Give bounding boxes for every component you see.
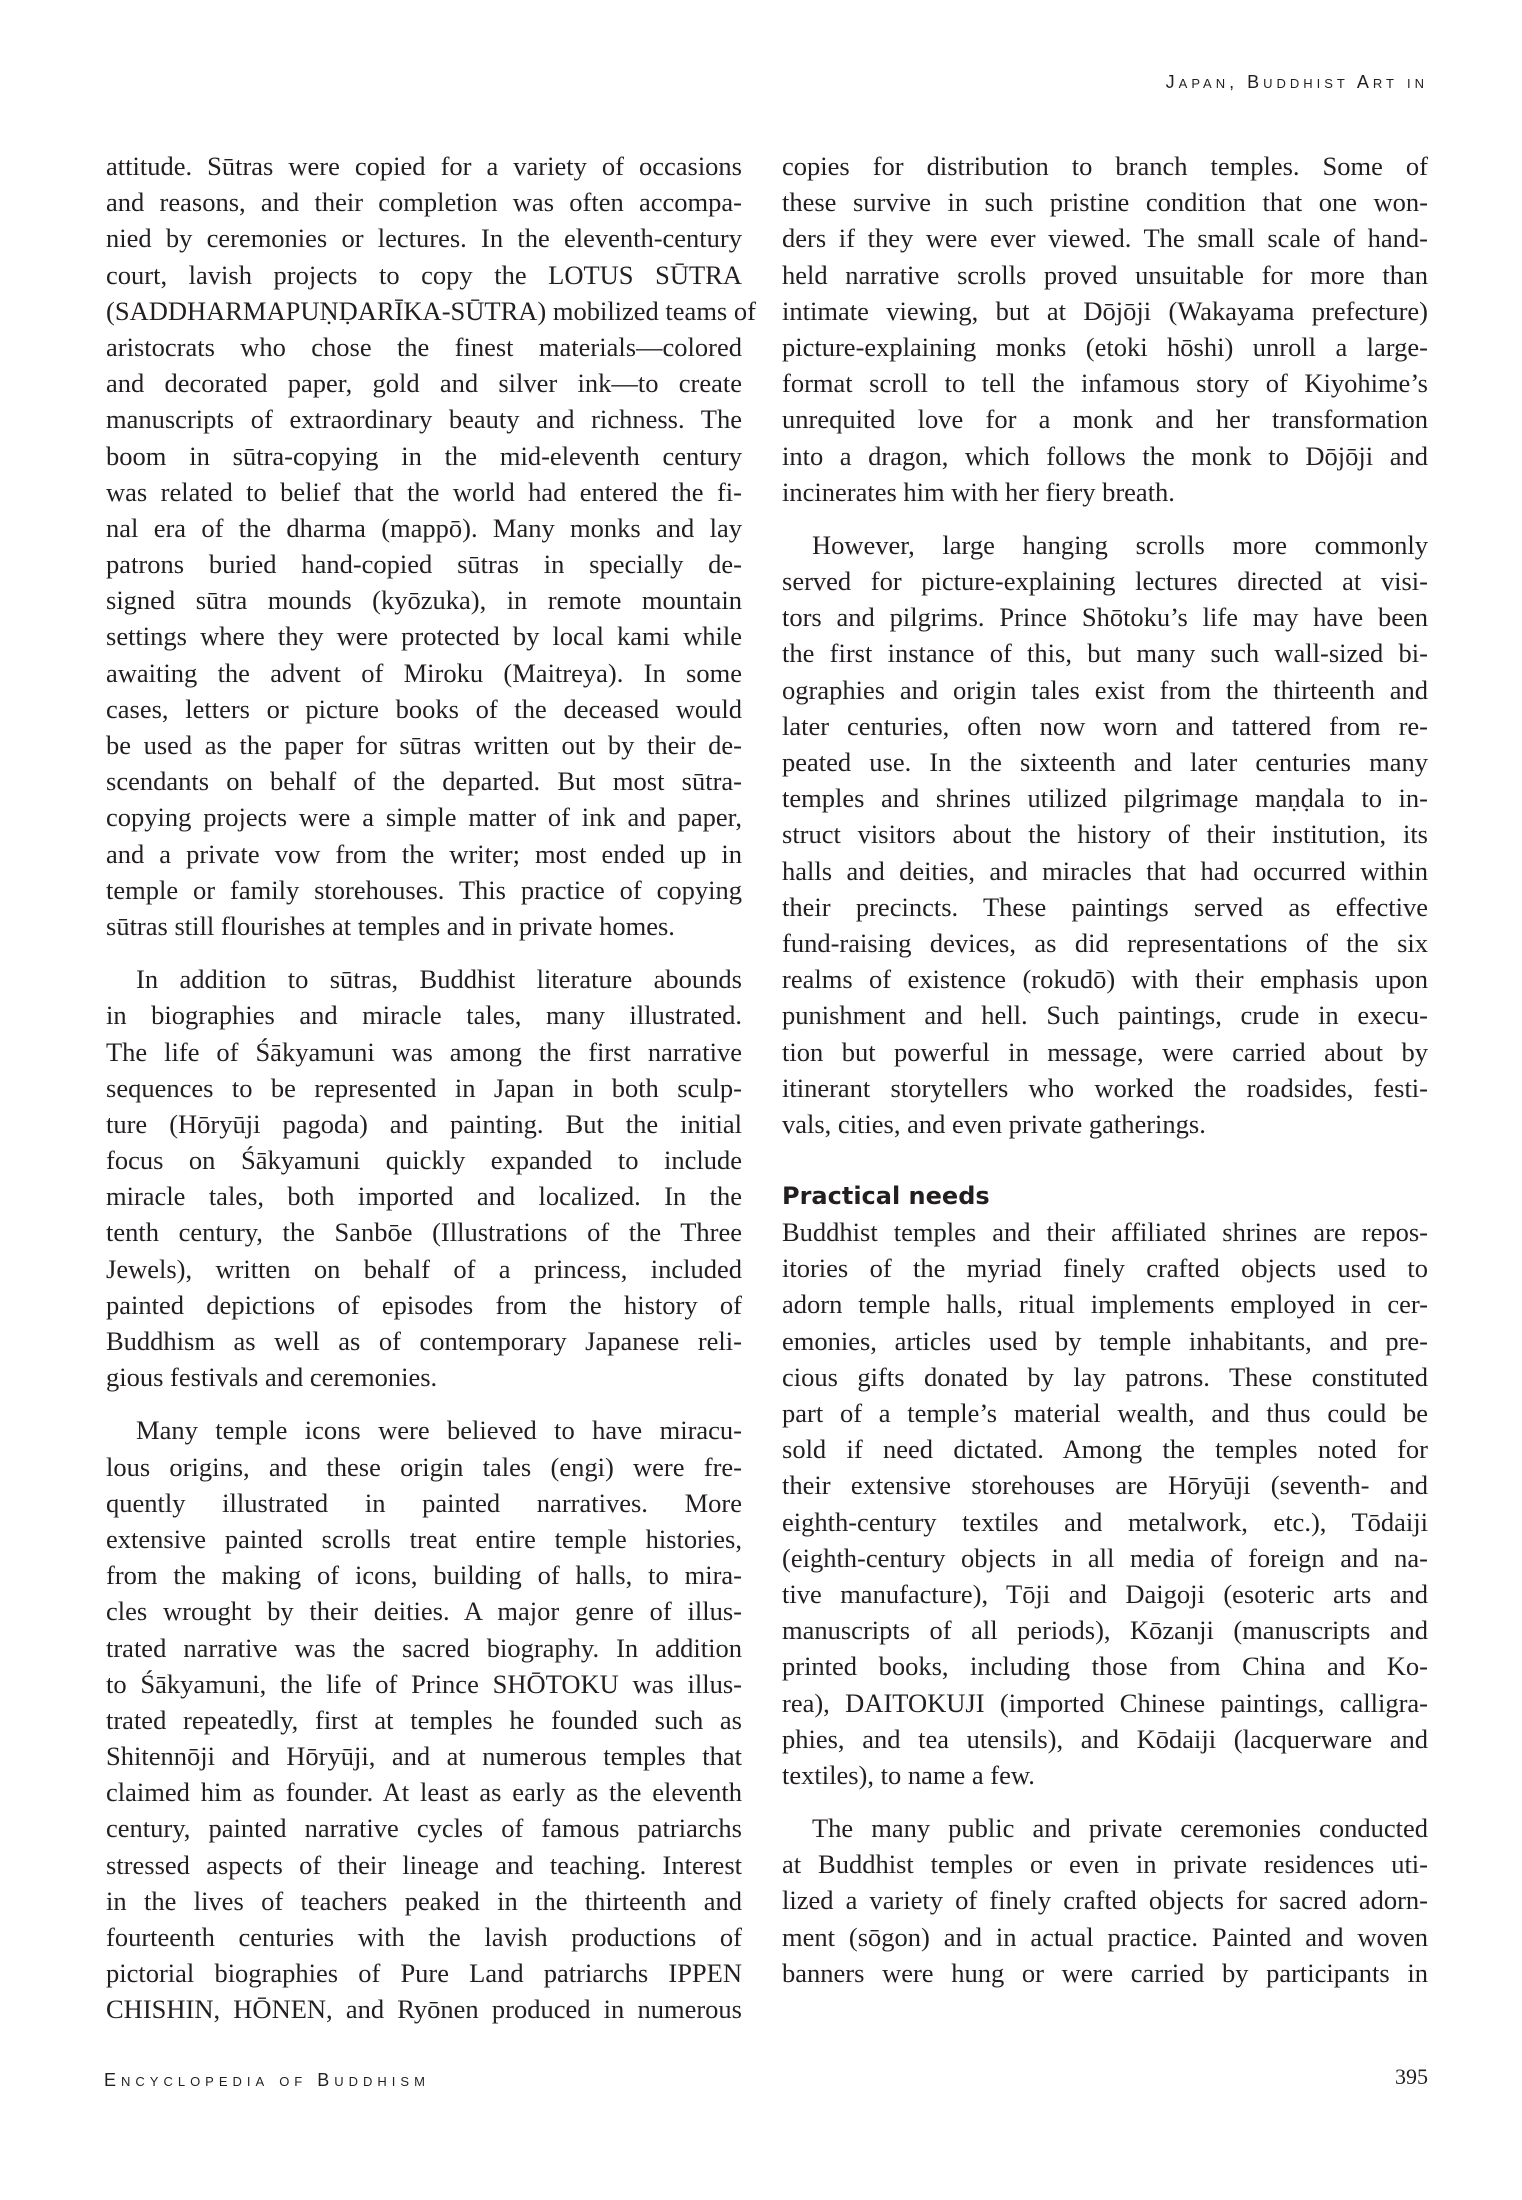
text-line: be used as the paper for sūtras written out by their de- [106, 730, 742, 760]
text-line: sūtras still flourishes at temples and in private homes. [106, 910, 675, 941]
text-line: temples and shrines utilized pilgrimage maṇḍala to in- [782, 783, 1428, 814]
text-line: tors and pilgrims. Prince Shōtoku’s life may have been [782, 602, 1428, 633]
text-line: claimed him as founder. At least as early as the eleventh [106, 1777, 742, 1808]
text-line: scendants on behalf of the departed. But most sūtra- [106, 766, 742, 797]
text-line: at Buddhist temples or even in private residences uti- [782, 1849, 1428, 1880]
text-line: unrequited love for a monk and her transformation [782, 404, 1428, 435]
text-line: court, lavish projects to copy the LOTUS SŪTRA [106, 259, 742, 290]
text-line: realms of existence (rokudō) with their emphasis upon [782, 964, 1428, 995]
text-line: aristocrats who chose the finest materials—colored [106, 331, 742, 362]
text-line: temple or family storehouses. This practice of copying [106, 874, 742, 905]
text-line: itories of the myriad finely crafted objects used to [782, 1253, 1428, 1284]
paragraph-gap [782, 510, 1428, 527]
text-line: lous origins, and these origin tales (engi) were fre- [106, 1451, 742, 1482]
text-line: The many public and private ceremonies conducted [812, 1813, 1428, 1844]
publication-title: Encyclopedia of Buddhism [104, 2070, 430, 2090]
text-line: punishment and hell. Such paintings, crude in execu- [782, 1000, 1428, 1031]
text-line: fourteenth centuries with the lavish productions of [106, 1922, 742, 1952]
paragraph [782, 148, 1428, 510]
paragraph [106, 961, 742, 1395]
text-line: In addition to sūtras, Buddhist literature abounds [136, 964, 742, 995]
text-line: However, large hanging scrolls more commonly [812, 529, 1428, 560]
section-heading: Practical needs [782, 1182, 990, 1211]
text-line: printed books, including those from China and Ko- [782, 1651, 1428, 1682]
text-line: Shitennōji and Hōryūji, and at numerous temples that [106, 1741, 742, 1772]
text-line: lized a variety of finely crafted objects for sacred adorn- [782, 1885, 1428, 1916]
text-line: pictorial biographies of Pure Land patriarchs IPPEN [106, 1958, 742, 1989]
text-line: cases, letters or picture books of the deceased would [106, 693, 742, 724]
text-line: their extensive storehouses are Hōryūji (seventh- and [782, 1470, 1428, 1501]
text-line: these survive in such pristine condition that one won- [782, 187, 1428, 218]
text-line: tenth century, the Sanbōe (Illustrations of the Three [106, 1217, 742, 1248]
left-column [106, 148, 756, 2028]
paragraph-gap [106, 1395, 742, 1412]
text-line: format scroll to tell the infamous story of Kiyohime’s [782, 368, 1428, 399]
text-line: patrons buried hand-copied sūtras in specially de- [106, 549, 742, 580]
text-line: cles wrought by their deities. A major genre of illus- [106, 1596, 742, 1627]
text-line: eighth-century textiles and metalwork, etc.), Tōdaiji [782, 1506, 1428, 1537]
page-number: 395 [1395, 2064, 1428, 2089]
running-head: Japan, Buddhist Art in [1165, 72, 1428, 92]
text-line: the first instance of this, but many such wall-sized bi- [782, 638, 1428, 669]
paragraph [106, 148, 756, 944]
text-line: itinerant storytellers who worked the roadsides, festi- [782, 1072, 1428, 1103]
text-line: painted depictions of episodes from the history of [106, 1289, 742, 1320]
text-line: copying projects were a simple matter of ink and paper, [106, 802, 742, 833]
text-line: sequences to be represented in Japan in both sculp- [106, 1072, 742, 1103]
text-line: later centuries, often now worn and tattered from re- [782, 710, 1428, 741]
text-line: in biographies and miracle tales, many illustrated. [106, 1000, 742, 1031]
text-line: tive manufacture), Tōji and Daigoji (esoteric arts and [782, 1578, 1428, 1609]
text-line: trated repeatedly, first at temples he founded such as [106, 1704, 742, 1735]
text-line: intimate viewing, but at Dōjōji (Wakayama prefecture) [782, 295, 1428, 326]
text-line: from the making of icons, building of halls, to mira- [106, 1560, 742, 1591]
text-line: emonies, articles used by temple inhabitants, and pre- [782, 1325, 1428, 1356]
text-line: ders if they were ever viewed. The small scale of hand- [782, 223, 1428, 254]
text-line: ture (Hōryūji pagoda) and painting. But the initial [106, 1108, 742, 1139]
text-line: settings where they were protected by local kami while [106, 621, 742, 652]
paragraph [782, 1810, 1428, 1991]
text-line: extensive painted scrolls treat entire temple histories, [106, 1523, 742, 1554]
text-line: served for picture-explaining lectures directed at visi- [782, 566, 1428, 597]
text-line: phies, and tea utensils), and Kōdaiji (lacquerware and [782, 1723, 1428, 1754]
text-line: into a dragon, which follows the monk to Dōjōji and [782, 440, 1428, 471]
text-line: (eighth-century objects in all media of foreign and na- [782, 1542, 1428, 1573]
text-line: stressed aspects of their lineage and teaching. Interest [106, 1849, 742, 1880]
paragraph [782, 1214, 1428, 1793]
text-line: and a private vow from the writer; most ended up in [106, 838, 742, 869]
text-line: and reasons, and their completion was often accompa- [106, 187, 742, 218]
text-line: attitude. Sūtras were copied for a variety of occasions [106, 151, 742, 181]
text-line: century, painted narrative cycles of famous patriarchs [106, 1813, 742, 1844]
paragraph [782, 527, 1428, 1142]
paragraph-gap [782, 1793, 1428, 1810]
text-line: awaiting the advent of Miroku (Maitreya). In some [106, 657, 742, 688]
text-line: trated narrative was the sacred biography. In addition [106, 1632, 742, 1663]
text-line: Jewels), written on behalf of a princess, included [106, 1253, 742, 1284]
text-line: textiles), to name a few. [782, 1759, 1035, 1790]
text-line: halls and deities, and miracles that had occurred within [782, 855, 1428, 886]
text-line: focus on Śākyamuni quickly expanded to include [106, 1145, 742, 1176]
text-line: struct visitors about the history of their institution, its [782, 819, 1428, 850]
right-column [782, 148, 1428, 1991]
text-line: nied by ceremonies or lectures. In the eleventh-century [106, 223, 742, 254]
text-line: picture-explaining monks (etoki hōshi) unroll a large- [782, 331, 1428, 362]
text-line: their precincts. These paintings served as effective [782, 891, 1428, 922]
text-line: copies for distribution to branch temples. Some of [782, 151, 1428, 181]
text-line: held narrative scrolls proved unsuitable for more than [782, 259, 1428, 290]
text-line: was related to belief that the world had entered the fi- [106, 476, 742, 507]
text-line: tion but powerful in message, were carried about by [782, 1036, 1428, 1067]
text-line: incinerates him with her fiery breath. [782, 476, 1175, 507]
text-line: (SADDHARMAPUṆḌARĪKA-SŪTRA) mobilized teams of [106, 295, 756, 326]
paragraph-gap [106, 944, 742, 961]
text-line: peated use. In the sixteenth and later centuries many [782, 747, 1428, 777]
text-line: quently illustrated in painted narratives. More [106, 1487, 742, 1518]
text-line: rea), DAITOKUJI (imported Chinese paintings, calligra- [782, 1687, 1428, 1718]
text-line: gious festivals and ceremonies. [106, 1362, 438, 1393]
text-line: banners were hung or were carried by participants in [782, 1957, 1428, 1988]
text-line: cious gifts donated by lay patrons. These constituted [782, 1361, 1428, 1392]
text-line: manuscripts of all periods), Kōzanji (manuscripts and [782, 1615, 1428, 1646]
text-line: ographies and origin tales exist from the thirteenth and [782, 674, 1428, 705]
text-line: to Śākyamuni, the life of Prince SHŌTOKU was illus- [106, 1668, 742, 1699]
paragraph [106, 1412, 742, 2027]
text-line: and decorated paper, gold and silver ink—to create [106, 368, 742, 399]
text-line: Buddhism as well as of contemporary Japanese reli- [106, 1326, 742, 1356]
section-gap [782, 1142, 1428, 1178]
text-line: Buddhist temples and their affiliated shrines are repos- [782, 1217, 1428, 1248]
text-line: adorn temple halls, ritual implements employed in cer- [782, 1289, 1428, 1320]
text-line: in the lives of teachers peaked in the thirteenth and [106, 1885, 742, 1916]
text-line: ment (sōgon) and in actual practice. Painted and woven [782, 1921, 1428, 1952]
text-line: vals, cities, and even private gatherings. [782, 1108, 1206, 1139]
text-line: fund-raising devices, as did representations of the six [782, 927, 1428, 958]
text-line: part of a temple’s material wealth, and thus could be [782, 1398, 1428, 1428]
text-line: Many temple icons were believed to have miracu- [136, 1415, 742, 1446]
text-line: miracle tales, both imported and localized. In the [106, 1181, 742, 1212]
text-line: CHISHIN, HŌNEN, and Ryōnen produced in numerous [106, 1994, 742, 2025]
text-line: boom in sūtra-copying in the mid-eleventh century [106, 440, 742, 471]
text-line: manuscripts of extraordinary beauty and richness. The [106, 404, 742, 435]
text-line: The life of Śākyamuni was among the first narrative [106, 1036, 742, 1067]
text-line: sold if need dictated. Among the temples noted for [782, 1434, 1428, 1465]
text-line: signed sūtra mounds (kyōzuka), in remote mountain [106, 585, 742, 616]
text-line: nal era of the dharma (mappō). Many monks and lay [106, 512, 742, 543]
